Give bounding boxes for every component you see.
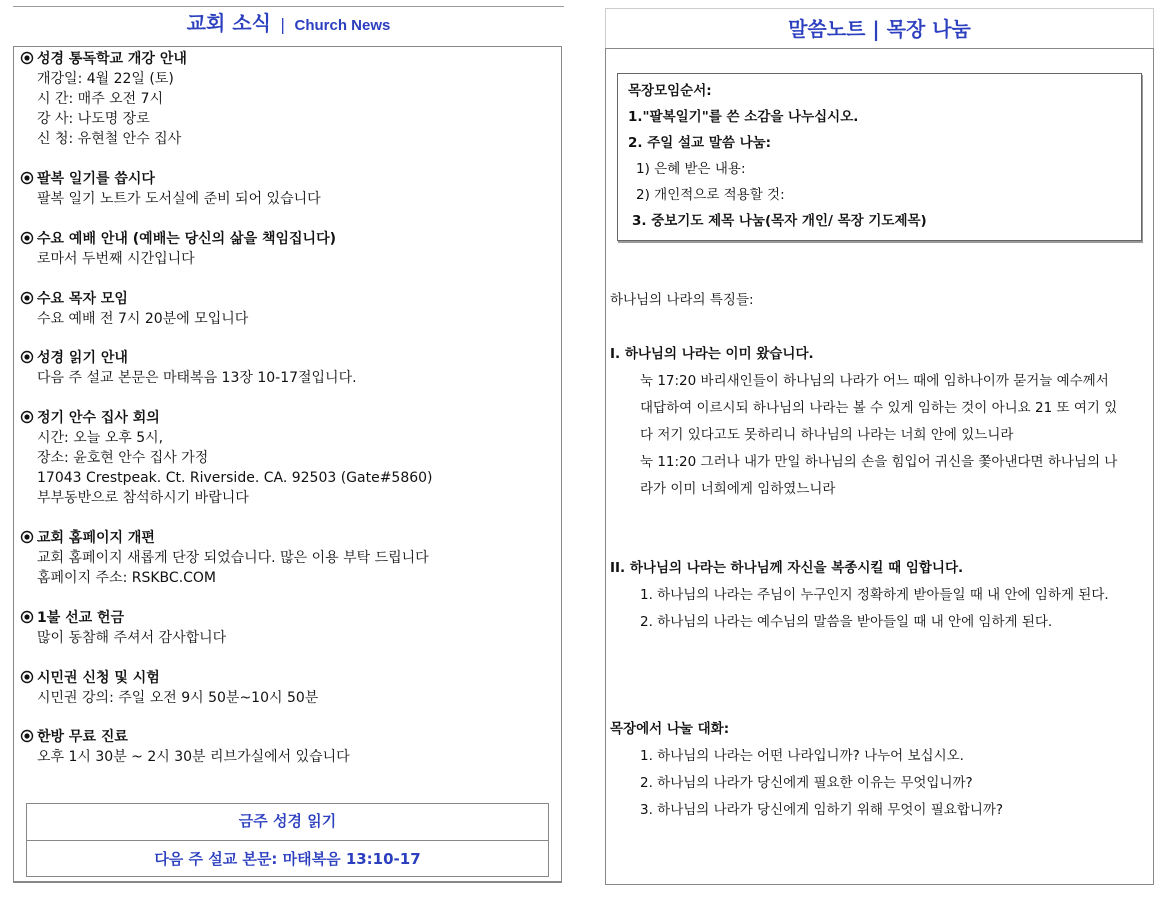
radio-bullet-icon [20, 231, 34, 245]
order-step-3: 3. 중보기도 제목 나눔(목자 개인/ 목장 기도제목) [632, 213, 927, 229]
news-item [20, 727, 350, 767]
news-heading [20, 169, 321, 189]
section-2-lines [610, 582, 1109, 636]
section-line: 2. 하나님의 나라가 당신에게 필요한 이유는 무엇입니까? [640, 775, 973, 791]
weekly-reading-text: 다음 주 설교 본문: 마태복음 13:10-17 [154, 850, 421, 868]
sermon-note-title: 말씀노트 | 목장 나눔 [605, 8, 1154, 48]
section-line: 눅 11:20 그러나 내가 만일 하나님의 손을 힘입어 귀신을 쫓아낸다면 하나님의 나 [640, 454, 1118, 470]
news-item [20, 528, 429, 588]
section-2 [610, 555, 1109, 636]
news-heading-text: 교회 홈페이지 개편 [37, 530, 155, 546]
news-item [20, 668, 318, 708]
news-item [20, 289, 248, 329]
news-line: 신 청: 유현철 안수 집사 [37, 131, 182, 147]
news-item [20, 348, 357, 388]
news-line: 강 사: 나도명 장로 [37, 111, 150, 127]
features-heading: 하나님의 나라의 특징들: [610, 292, 754, 308]
news-line: 오후 1시 30분 ~ 2시 30분 리브가실에서 있습니다 [37, 749, 350, 765]
radio-bullet-icon [20, 610, 34, 624]
radio-bullet-icon [20, 530, 34, 544]
meeting-order-box [617, 73, 1142, 241]
radio-bullet-icon [20, 670, 34, 684]
sermon-note-panel [605, 48, 1154, 885]
news-heading [20, 528, 429, 548]
news-line: 팔복 일기 노트가 도서실에 준비 되어 있습니다 [37, 191, 321, 207]
news-line: 수요 예배 전 7시 20분에 모입니다 [37, 311, 249, 327]
section-3-heading: 목장에서 나눌 대화: [610, 721, 730, 737]
news-heading [20, 229, 336, 249]
title-english: Church News [294, 17, 391, 34]
section-1-heading: I. 하나님의 나라는 이미 왔습니다. [610, 346, 814, 362]
news-line: 17043 Crestpeak. Ct. Riverside. CA. 92503 (Gate#5860) [37, 470, 433, 486]
radio-bullet-icon [20, 171, 34, 185]
news-heading-text: 정기 안수 집사 회의 [37, 410, 160, 426]
section-3 [610, 716, 1003, 824]
news-item [20, 229, 336, 269]
order-heading: 목장모임순서: [628, 83, 712, 99]
news-heading [20, 348, 357, 368]
news-line: 부부동반으로 참석하시기 바랍니다 [37, 490, 249, 506]
section-line: 눅 17:20 바리새인들이 하나님의 나라가 어느 때에 임하나이까 묻거늘 예수께서 [640, 373, 1109, 389]
news-heading-text: 성경 통독학교 개강 안내 [37, 51, 187, 67]
order-step-2: 2. 주일 설교 말씀 나눔: [628, 135, 772, 151]
news-heading [20, 49, 187, 69]
weekly-reading-title: 금주 성경 읽기 [27, 804, 548, 841]
news-line: 교회 홈페이지 새롭게 단장 되었습니다. 많은 이용 부탁 드립니다 [37, 550, 429, 566]
section-2-heading: II. 하나님의 나라는 하나님께 자신을 복종시킬 때 임합니다. [610, 560, 964, 576]
news-line: 홈페이지 주소: RSKBC.COM [37, 570, 217, 586]
radio-bullet-icon [20, 51, 34, 65]
news-line: 로마서 두번째 시간입니다 [37, 251, 195, 267]
radio-bullet-icon [20, 291, 34, 305]
news-heading-text: 한방 무료 진료 [37, 729, 128, 745]
section-line: 라가 이미 너희에게 임하였느니라 [640, 481, 836, 497]
news-heading [20, 668, 318, 688]
news-line: 시 간: 매주 오전 7시 [37, 91, 164, 107]
news-item [20, 608, 226, 648]
section-3-lines [610, 743, 1003, 824]
order-step-2b: 2) 개인적으로 적용할 것: [636, 187, 785, 203]
news-item [20, 408, 433, 508]
section-line: 다 저기 있다고도 못하리니 하나님의 나라는 너희 안에 있느니라 [640, 427, 1014, 443]
news-heading [20, 408, 433, 428]
news-item [20, 169, 321, 209]
news-line: 다음 주 설교 본문은 마태복음 13장 10-17절입니다. [37, 370, 357, 386]
news-line: 시민권 강의: 주일 오전 9시 50분~10시 50분 [37, 690, 319, 706]
news-heading-text: 성경 읽기 안내 [37, 350, 128, 366]
news-item [20, 49, 187, 149]
title-korean: 교회 소식 [186, 11, 271, 35]
news-heading-text: 수요 예배 안내 (예배는 당신의 삶을 책임집니다) [37, 231, 336, 247]
title-separator: | [280, 15, 286, 34]
news-heading-text: 수요 목자 모임 [37, 291, 128, 307]
news-heading-text: 팔복 일기를 씁시다 [37, 171, 155, 187]
section-line: 3. 하나님의 나라가 당신에게 임하기 위해 무엇이 필요합니까? [640, 802, 1004, 818]
news-line: 개강일: 4월 22일 (토) [37, 71, 174, 87]
order-step-1: 1."팔복일기"를 쓴 소감을 나누십시오. [628, 109, 859, 125]
news-line: 시간: 오늘 오후 5시, [37, 430, 164, 446]
section-line: 1. 하나님의 나라는 어떤 나라입니까? 나누어 보십시오. [640, 748, 964, 764]
weekly-reading-box [26, 803, 549, 877]
news-line: 장소: 윤호현 안수 집사 가정 [37, 450, 209, 466]
news-line: 많이 동참해 주셔서 감사합니다 [37, 630, 227, 646]
news-heading [20, 608, 226, 628]
radio-bullet-icon [20, 350, 34, 364]
news-heading [20, 727, 350, 747]
news-heading [20, 289, 248, 309]
church-news-panel [13, 46, 562, 883]
radio-bullet-icon [20, 729, 34, 743]
section-line: 대답하여 이르시되 하나님의 나라는 볼 수 있게 임하는 것이 아니요 21 또 여기 있 [640, 400, 1118, 416]
section-line: 1. 하나님의 나라는 주님이 누구인지 정확하게 받아들일 때 내 안에 임하게 된다. [640, 587, 1109, 603]
order-step-2a: 1) 은혜 받은 내용: [636, 161, 746, 177]
church-news-title [13, 6, 564, 39]
section-1 [610, 341, 1117, 503]
news-heading-text: 시민권 신청 및 시험 [37, 670, 160, 686]
radio-bullet-icon [20, 410, 34, 424]
section-1-lines [610, 368, 1117, 503]
news-heading-text: 1불 선교 헌금 [37, 610, 125, 626]
section-line: 2. 하나님의 나라는 예수님의 말씀을 받아들일 때 내 안에 임하게 된다. [640, 614, 1053, 630]
